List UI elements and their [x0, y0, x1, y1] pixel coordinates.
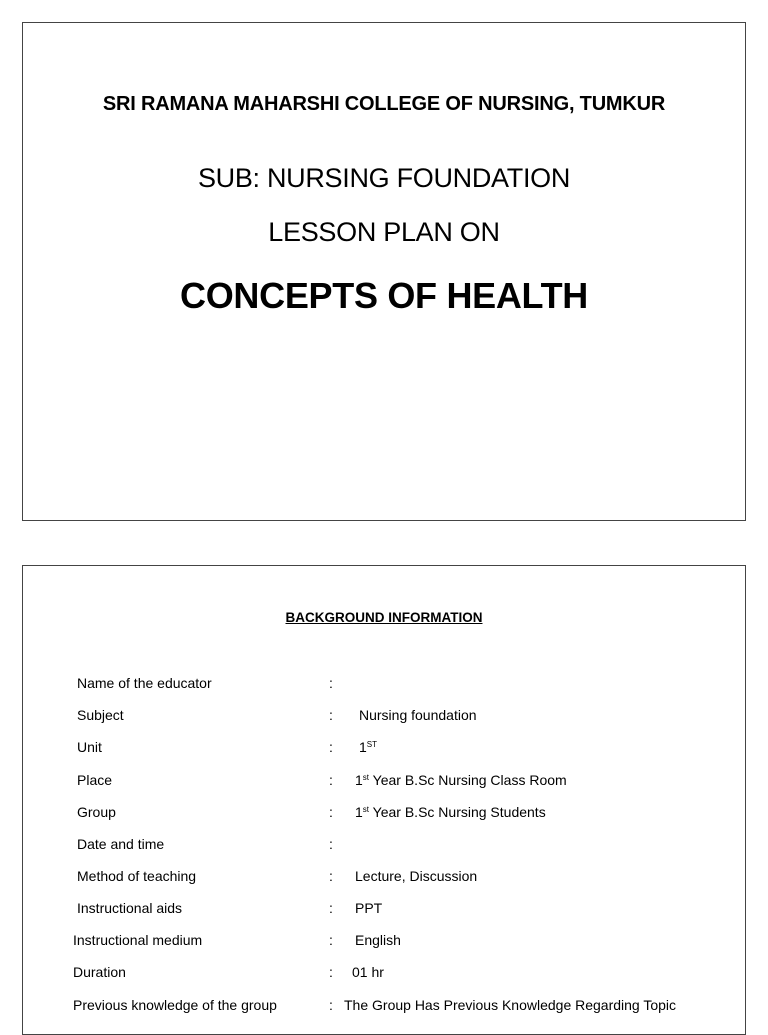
subject-title: SUB: NURSING FOUNDATION — [197, 163, 571, 193]
info-row-duration — [23, 964, 747, 984]
info-label: Unit — [77, 739, 102, 755]
info-row-medium — [23, 932, 747, 952]
info-label: Previous knowledge of the group — [73, 997, 277, 1013]
info-colon: : — [329, 997, 333, 1013]
info-label: Subject — [77, 707, 124, 723]
info-colon: : — [329, 772, 333, 788]
info-value: The Group Has Previous Knowledge Regarding Topic — [344, 997, 677, 1013]
info-colon: : — [329, 804, 333, 820]
info-colon: : — [329, 964, 333, 980]
background-heading: BACKGROUND INFORMATION — [285, 610, 483, 625]
info-row-date-time — [23, 836, 747, 856]
cover-page — [22, 22, 746, 521]
info-colon: : — [329, 932, 333, 948]
info-row-group — [23, 804, 747, 824]
background-page — [22, 565, 746, 1035]
info-label: Group — [77, 804, 116, 820]
college-name: SRI RAMANA MAHARSHI COLLEGE OF NURSING, TUMKUR — [102, 93, 666, 115]
info-value: Nursing foundation — [359, 707, 477, 723]
info-label: Place — [77, 772, 113, 788]
info-colon: : — [329, 707, 333, 723]
info-colon: : — [329, 900, 333, 916]
info-value: Lecture, Discussion — [355, 868, 478, 884]
info-value: English — [355, 932, 401, 948]
info-row-previous-knowledge — [23, 997, 747, 1017]
topic-title: CONCEPTS OF HEALTH — [180, 275, 588, 316]
info-row-place — [23, 772, 747, 792]
info-row-method — [23, 868, 747, 888]
info-value: 1st Year B.Sc Nursing Class Room — [355, 772, 567, 788]
info-colon: : — [329, 675, 333, 691]
unit-superscript: ST — [366, 740, 378, 749]
info-value: PPT — [355, 900, 383, 916]
info-row-educator — [23, 675, 747, 695]
info-label: Name of the educator — [77, 675, 212, 691]
info-row-subject — [23, 707, 747, 727]
info-label: Instructional medium — [73, 932, 203, 948]
info-colon: : — [329, 739, 333, 755]
info-label: Duration — [73, 964, 126, 980]
ordinal-superscript: st — [362, 805, 370, 814]
info-label: Date and time — [77, 836, 165, 852]
lesson-plan-label: LESSON PLAN ON — [268, 217, 500, 247]
info-label: Method of teaching — [77, 868, 197, 884]
unit-number: 1 — [359, 739, 367, 755]
info-colon: : — [329, 836, 333, 852]
ordinal-superscript: st — [362, 773, 370, 782]
info-value: 1st Year B.Sc Nursing Students — [355, 804, 546, 820]
info-label: Instructional aids — [77, 900, 183, 916]
info-value — [359, 739, 377, 755]
info-row-aids — [23, 900, 747, 920]
info-value: 01 hr — [352, 964, 384, 980]
info-row-unit — [23, 739, 747, 759]
info-colon: : — [329, 868, 333, 884]
